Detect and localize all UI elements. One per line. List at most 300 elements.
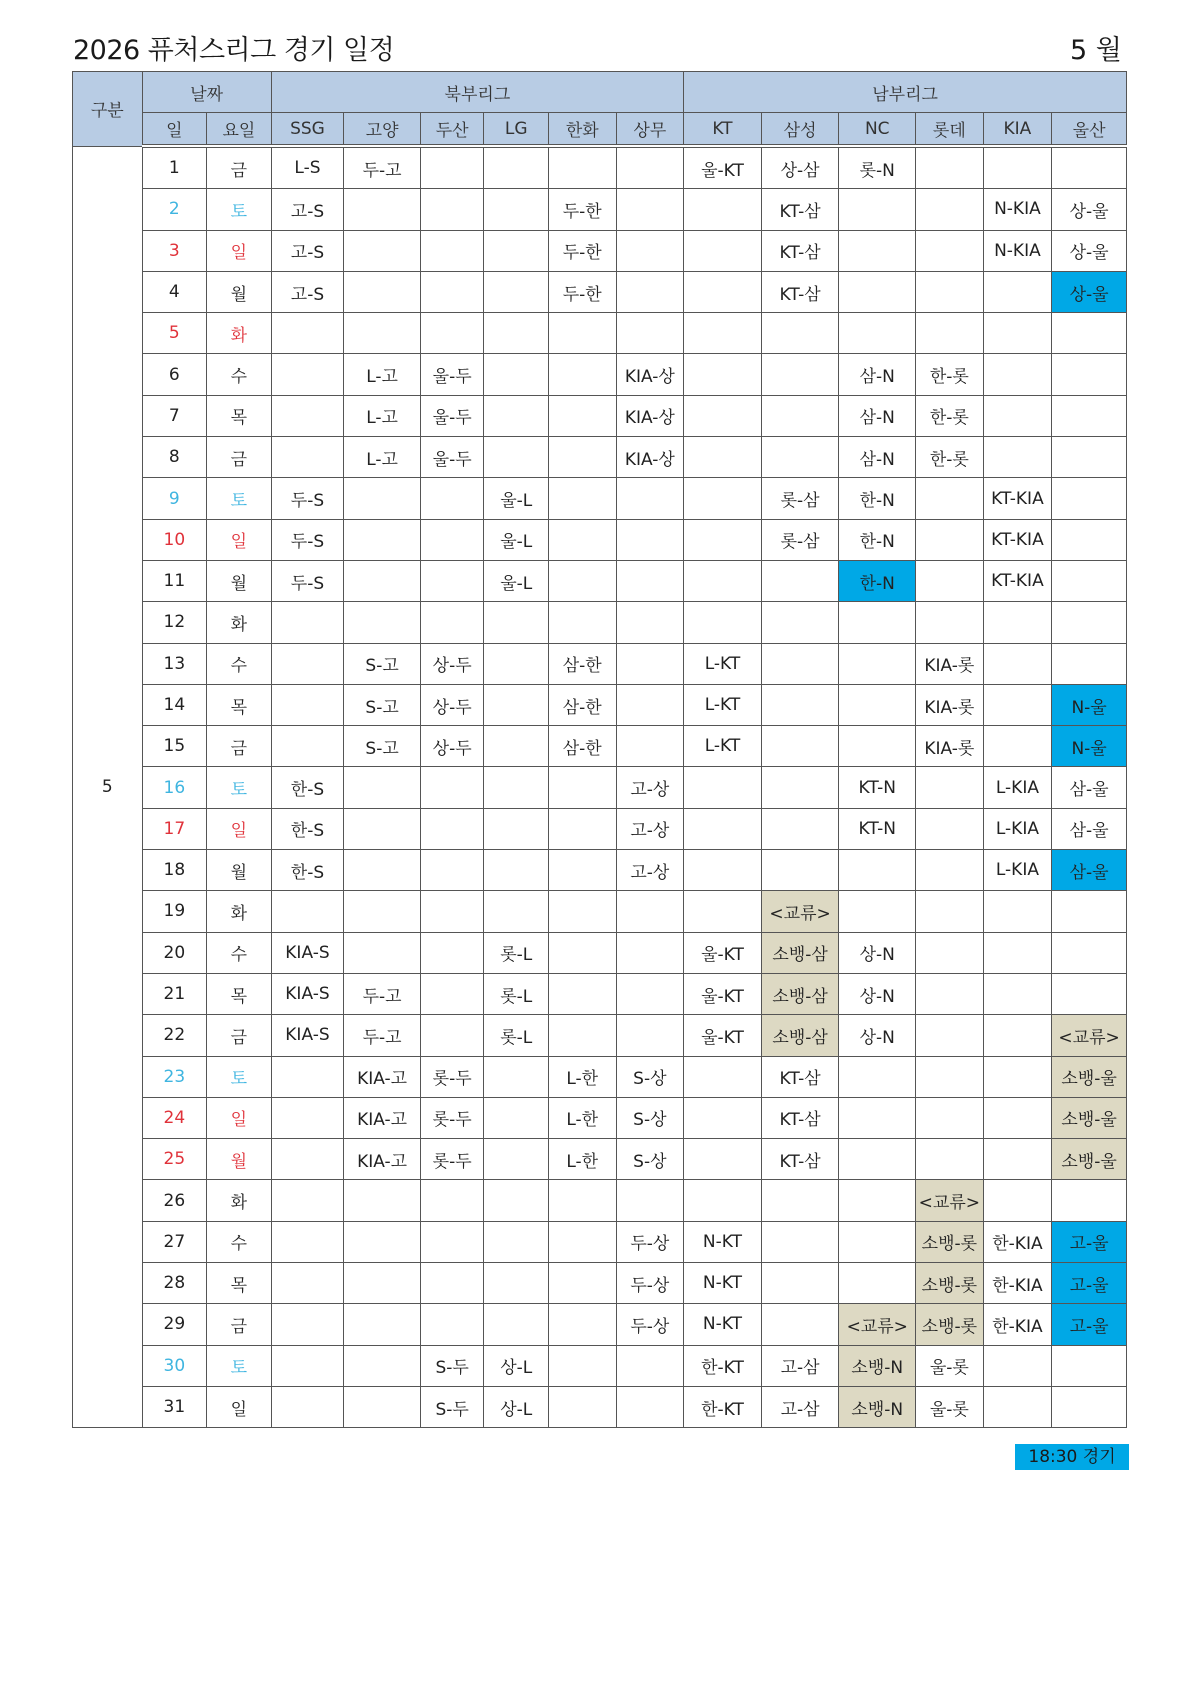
game-cell: S-고 bbox=[344, 643, 421, 684]
table-row bbox=[73, 560, 1127, 601]
game-cell: 소뱅-울 bbox=[1052, 1097, 1127, 1138]
game-cell: <교류> bbox=[916, 1180, 984, 1221]
game-cell: N-울 bbox=[1052, 684, 1127, 725]
game-cell bbox=[344, 1180, 421, 1221]
game-cell: 롯-L bbox=[484, 1015, 549, 1056]
game-cell bbox=[344, 1263, 421, 1304]
game-cell bbox=[916, 560, 984, 601]
table-row bbox=[73, 726, 1127, 767]
game-cell bbox=[839, 850, 916, 891]
game-cell bbox=[761, 808, 839, 849]
weekday-cell: 금 bbox=[207, 1015, 272, 1056]
game-cell bbox=[271, 1304, 344, 1345]
game-cell: KT-KIA bbox=[983, 519, 1052, 560]
day-cell: 6 bbox=[142, 354, 207, 395]
header-team-kia: KIA bbox=[983, 113, 1052, 147]
game-cell bbox=[916, 271, 984, 312]
game-cell bbox=[420, 602, 484, 643]
weekday-cell: 금 bbox=[207, 437, 272, 478]
weekday-cell: 월 bbox=[207, 1139, 272, 1180]
game-cell: 한-KIA bbox=[983, 1263, 1052, 1304]
game-cell bbox=[484, 850, 549, 891]
game-cell bbox=[548, 932, 616, 973]
game-cell bbox=[484, 1221, 549, 1262]
game-cell bbox=[420, 1304, 484, 1345]
game-cell bbox=[484, 1180, 549, 1221]
game-cell: 한-롯 bbox=[916, 437, 984, 478]
weekday-cell: 토 bbox=[207, 478, 272, 519]
game-cell bbox=[983, 1056, 1052, 1097]
game-cell: 고-울 bbox=[1052, 1263, 1127, 1304]
game-cell bbox=[548, 1345, 616, 1386]
game-cell: 소뱅-롯 bbox=[916, 1221, 984, 1262]
game-cell: KT-KIA bbox=[983, 560, 1052, 601]
header-weekday: 요일 bbox=[207, 113, 272, 147]
game-cell bbox=[616, 478, 684, 519]
game-cell bbox=[916, 189, 984, 230]
game-cell bbox=[1052, 891, 1127, 932]
game-cell bbox=[420, 230, 484, 271]
game-cell bbox=[271, 1221, 344, 1262]
day-cell: 14 bbox=[142, 684, 207, 725]
game-cell bbox=[983, 354, 1052, 395]
game-cell bbox=[484, 684, 549, 725]
header-date-group: 날짜 bbox=[142, 72, 271, 113]
game-cell: 상-N bbox=[839, 973, 916, 1014]
game-cell bbox=[344, 1221, 421, 1262]
header-team-goyang: 고양 bbox=[344, 113, 421, 147]
game-cell bbox=[1052, 602, 1127, 643]
game-cell: 한-롯 bbox=[916, 354, 984, 395]
day-cell: 11 bbox=[142, 560, 207, 601]
game-cell bbox=[344, 519, 421, 560]
game-cell bbox=[684, 354, 762, 395]
weekday-cell: 목 bbox=[207, 395, 272, 436]
weekday-cell: 금 bbox=[207, 146, 272, 189]
game-cell: KIA-S bbox=[271, 1015, 344, 1056]
game-cell bbox=[616, 932, 684, 973]
game-cell bbox=[684, 560, 762, 601]
header-team-lotte: 롯데 bbox=[916, 113, 984, 147]
weekday-cell: 화 bbox=[207, 313, 272, 354]
game-cell: KIA-롯 bbox=[916, 643, 984, 684]
game-cell bbox=[271, 395, 344, 436]
game-cell: KT-N bbox=[839, 808, 916, 849]
table-row bbox=[73, 1139, 1127, 1180]
table-row bbox=[73, 189, 1127, 230]
game-cell: 두-상 bbox=[616, 1221, 684, 1262]
game-cell bbox=[916, 1097, 984, 1138]
game-cell bbox=[839, 1097, 916, 1138]
game-cell bbox=[916, 313, 984, 354]
table-row bbox=[73, 230, 1127, 271]
weekday-cell: 월 bbox=[207, 850, 272, 891]
game-cell bbox=[983, 146, 1052, 189]
header-team-samsung: 삼성 bbox=[761, 113, 839, 147]
game-cell bbox=[839, 684, 916, 725]
game-cell: S-두 bbox=[420, 1345, 484, 1386]
game-cell: <교류> bbox=[839, 1304, 916, 1345]
game-cell bbox=[548, 1221, 616, 1262]
header-team-doosan: 두산 bbox=[420, 113, 484, 147]
game-cell: KIA-고 bbox=[344, 1139, 421, 1180]
game-cell bbox=[548, 1180, 616, 1221]
game-cell bbox=[271, 1180, 344, 1221]
table-row bbox=[73, 271, 1127, 312]
day-cell: 27 bbox=[142, 1221, 207, 1262]
day-cell: 25 bbox=[142, 1139, 207, 1180]
weekday-cell: 목 bbox=[207, 973, 272, 1014]
game-cell bbox=[271, 602, 344, 643]
game-cell: KIA-상 bbox=[616, 437, 684, 478]
game-cell: 고-S bbox=[271, 230, 344, 271]
game-cell bbox=[1052, 354, 1127, 395]
game-cell: L-한 bbox=[548, 1056, 616, 1097]
game-cell bbox=[344, 602, 421, 643]
game-cell: KIA-롯 bbox=[916, 726, 984, 767]
game-cell: 울-롯 bbox=[916, 1386, 984, 1427]
game-cell bbox=[983, 437, 1052, 478]
game-cell bbox=[1052, 932, 1127, 973]
game-cell bbox=[344, 1345, 421, 1386]
game-cell: 상-L bbox=[484, 1386, 549, 1427]
game-cell bbox=[344, 478, 421, 519]
game-cell bbox=[548, 1015, 616, 1056]
game-cell: <교류> bbox=[1052, 1015, 1127, 1056]
day-cell: 15 bbox=[142, 726, 207, 767]
game-cell: 울-KT bbox=[684, 973, 762, 1014]
table-row bbox=[73, 1304, 1127, 1345]
game-cell: 롯-삼 bbox=[761, 519, 839, 560]
weekday-cell: 금 bbox=[207, 1304, 272, 1345]
game-cell bbox=[983, 271, 1052, 312]
game-cell bbox=[420, 932, 484, 973]
game-cell bbox=[548, 146, 616, 189]
game-cell bbox=[684, 1056, 762, 1097]
table-row bbox=[73, 354, 1127, 395]
game-cell: 고-삼 bbox=[761, 1386, 839, 1427]
game-cell bbox=[684, 313, 762, 354]
header-team-kt: KT bbox=[684, 113, 762, 147]
game-cell bbox=[484, 726, 549, 767]
game-cell bbox=[420, 1015, 484, 1056]
game-cell: 한-S bbox=[271, 767, 344, 808]
game-cell bbox=[684, 808, 762, 849]
game-cell bbox=[761, 1221, 839, 1262]
table-row bbox=[73, 850, 1127, 891]
game-cell bbox=[684, 271, 762, 312]
game-cell: 삼-울 bbox=[1052, 850, 1127, 891]
weekday-cell: 일 bbox=[207, 808, 272, 849]
game-cell bbox=[916, 850, 984, 891]
day-cell: 23 bbox=[142, 1056, 207, 1097]
game-cell bbox=[761, 354, 839, 395]
game-cell bbox=[616, 519, 684, 560]
header-team-sangmu: 상무 bbox=[616, 113, 684, 147]
game-cell: 상-두 bbox=[420, 684, 484, 725]
game-cell bbox=[344, 560, 421, 601]
game-cell bbox=[548, 1386, 616, 1427]
game-cell: KT-KIA bbox=[983, 478, 1052, 519]
game-cell bbox=[1052, 395, 1127, 436]
day-cell: 24 bbox=[142, 1097, 207, 1138]
game-cell bbox=[616, 560, 684, 601]
game-cell bbox=[1052, 146, 1127, 189]
game-cell bbox=[983, 1139, 1052, 1180]
game-cell bbox=[484, 230, 549, 271]
game-cell: N-울 bbox=[1052, 726, 1127, 767]
game-cell: 울-두 bbox=[420, 354, 484, 395]
game-cell bbox=[761, 767, 839, 808]
game-cell bbox=[420, 1180, 484, 1221]
game-cell bbox=[548, 891, 616, 932]
game-cell: 상-두 bbox=[420, 726, 484, 767]
game-cell bbox=[839, 313, 916, 354]
game-cell: 두-S bbox=[271, 560, 344, 601]
day-cell: 31 bbox=[142, 1386, 207, 1427]
game-cell bbox=[420, 478, 484, 519]
game-cell: 소뱅-N bbox=[839, 1386, 916, 1427]
game-cell bbox=[548, 850, 616, 891]
game-cell bbox=[484, 146, 549, 189]
game-cell bbox=[684, 189, 762, 230]
game-cell bbox=[761, 684, 839, 725]
game-cell bbox=[420, 1221, 484, 1262]
game-cell bbox=[684, 891, 762, 932]
game-cell bbox=[983, 395, 1052, 436]
game-cell bbox=[761, 1263, 839, 1304]
game-cell bbox=[983, 932, 1052, 973]
day-cell: 18 bbox=[142, 850, 207, 891]
game-cell bbox=[271, 684, 344, 725]
game-cell bbox=[684, 850, 762, 891]
game-cell bbox=[916, 1015, 984, 1056]
game-cell bbox=[1052, 313, 1127, 354]
day-cell: 19 bbox=[142, 891, 207, 932]
schedule-table bbox=[72, 71, 1127, 1428]
game-cell bbox=[616, 1015, 684, 1056]
game-cell bbox=[1052, 560, 1127, 601]
table-row bbox=[73, 437, 1127, 478]
game-cell bbox=[616, 230, 684, 271]
table-row bbox=[73, 1345, 1127, 1386]
game-cell: L-KT bbox=[684, 643, 762, 684]
game-cell: 삼-N bbox=[839, 354, 916, 395]
game-cell bbox=[983, 1386, 1052, 1427]
game-cell bbox=[344, 1386, 421, 1427]
game-cell: KIA-상 bbox=[616, 395, 684, 436]
header-north-league: 북부리그 bbox=[271, 72, 683, 113]
game-cell bbox=[271, 891, 344, 932]
game-cell: KIA-롯 bbox=[916, 684, 984, 725]
table-row bbox=[73, 146, 1127, 189]
game-cell: 울-KT bbox=[684, 1015, 762, 1056]
game-cell: 고-울 bbox=[1052, 1304, 1127, 1345]
game-cell bbox=[484, 189, 549, 230]
game-cell bbox=[761, 602, 839, 643]
game-cell: KT-삼 bbox=[761, 230, 839, 271]
day-cell: 1 bbox=[142, 146, 207, 189]
game-cell: 롯-L bbox=[484, 932, 549, 973]
game-cell: N-KT bbox=[684, 1304, 762, 1345]
weekday-cell: 화 bbox=[207, 891, 272, 932]
game-cell bbox=[420, 189, 484, 230]
game-cell bbox=[684, 519, 762, 560]
day-cell: 2 bbox=[142, 189, 207, 230]
game-cell bbox=[916, 1056, 984, 1097]
weekday-cell: 수 bbox=[207, 932, 272, 973]
game-cell bbox=[616, 602, 684, 643]
game-cell: 고-S bbox=[271, 271, 344, 312]
table-row bbox=[73, 1221, 1127, 1262]
game-cell bbox=[916, 932, 984, 973]
game-cell bbox=[1052, 437, 1127, 478]
game-cell bbox=[484, 354, 549, 395]
game-cell: 소뱅-삼 bbox=[761, 1015, 839, 1056]
day-cell: 28 bbox=[142, 1263, 207, 1304]
game-cell bbox=[839, 1056, 916, 1097]
game-cell bbox=[761, 1180, 839, 1221]
game-cell: 울-L bbox=[484, 560, 549, 601]
game-cell bbox=[684, 1180, 762, 1221]
game-cell bbox=[761, 850, 839, 891]
game-cell: 소뱅-삼 bbox=[761, 932, 839, 973]
game-cell bbox=[1052, 519, 1127, 560]
game-cell: L-고 bbox=[344, 395, 421, 436]
game-cell bbox=[761, 395, 839, 436]
table-row bbox=[73, 643, 1127, 684]
game-cell bbox=[548, 519, 616, 560]
header-gubun: 구분 bbox=[73, 72, 143, 147]
game-cell: 울-L bbox=[484, 519, 549, 560]
game-cell: 두-S bbox=[271, 519, 344, 560]
game-cell bbox=[484, 1304, 549, 1345]
day-cell: 10 bbox=[142, 519, 207, 560]
game-cell bbox=[271, 1263, 344, 1304]
table-row bbox=[73, 1180, 1127, 1221]
game-cell bbox=[616, 643, 684, 684]
table-row bbox=[73, 519, 1127, 560]
game-cell bbox=[839, 1139, 916, 1180]
game-cell: 상-울 bbox=[1052, 230, 1127, 271]
game-cell: L-고 bbox=[344, 437, 421, 478]
game-cell: 고-S bbox=[271, 189, 344, 230]
game-cell bbox=[684, 478, 762, 519]
header-team-ulsan: 울산 bbox=[1052, 113, 1127, 147]
game-cell bbox=[916, 973, 984, 1014]
game-cell: N-KT bbox=[684, 1221, 762, 1262]
header-south-league: 남부리그 bbox=[684, 72, 1127, 113]
table-row bbox=[73, 1386, 1127, 1427]
game-cell: 롯-두 bbox=[420, 1056, 484, 1097]
game-cell: L-한 bbox=[548, 1139, 616, 1180]
game-cell bbox=[484, 395, 549, 436]
weekday-cell: 토 bbox=[207, 189, 272, 230]
game-cell: 한-KT bbox=[684, 1386, 762, 1427]
game-cell bbox=[916, 808, 984, 849]
game-cell bbox=[684, 602, 762, 643]
header-team-lg: LG bbox=[484, 113, 549, 147]
day-cell: 26 bbox=[142, 1180, 207, 1221]
game-cell bbox=[271, 1056, 344, 1097]
game-cell bbox=[983, 973, 1052, 1014]
day-cell: 9 bbox=[142, 478, 207, 519]
weekday-cell: 화 bbox=[207, 602, 272, 643]
game-cell: KIA-S bbox=[271, 932, 344, 973]
game-cell bbox=[548, 560, 616, 601]
day-cell: 12 bbox=[142, 602, 207, 643]
game-cell: N-KT bbox=[684, 1263, 762, 1304]
game-cell bbox=[548, 437, 616, 478]
game-cell bbox=[761, 1304, 839, 1345]
game-cell: 삼-한 bbox=[548, 643, 616, 684]
game-cell: 울-L bbox=[484, 478, 549, 519]
game-cell bbox=[484, 808, 549, 849]
table-row bbox=[73, 891, 1127, 932]
game-cell: 소뱅-울 bbox=[1052, 1056, 1127, 1097]
game-cell bbox=[761, 313, 839, 354]
game-cell bbox=[344, 1304, 421, 1345]
game-cell: KT-삼 bbox=[761, 1056, 839, 1097]
game-cell bbox=[484, 643, 549, 684]
day-cell: 8 bbox=[142, 437, 207, 478]
game-cell: 한-S bbox=[271, 850, 344, 891]
header-team-hanwha: 한화 bbox=[548, 113, 616, 147]
game-cell bbox=[916, 146, 984, 189]
game-cell bbox=[1052, 1386, 1127, 1427]
game-cell: L-KT bbox=[684, 684, 762, 725]
game-cell: L-KIA bbox=[983, 808, 1052, 849]
game-cell: 한-N bbox=[839, 478, 916, 519]
game-cell: 두-한 bbox=[548, 230, 616, 271]
day-cell: 20 bbox=[142, 932, 207, 973]
game-cell bbox=[616, 1386, 684, 1427]
game-cell bbox=[839, 189, 916, 230]
game-cell: 삼-N bbox=[839, 395, 916, 436]
game-cell: KIA-S bbox=[271, 973, 344, 1014]
game-cell bbox=[344, 230, 421, 271]
game-cell: 한-KIA bbox=[983, 1304, 1052, 1345]
header-day: 일 bbox=[142, 113, 207, 147]
weekday-cell: 화 bbox=[207, 1180, 272, 1221]
table-row bbox=[73, 808, 1127, 849]
game-cell bbox=[420, 973, 484, 1014]
game-cell bbox=[420, 313, 484, 354]
game-cell bbox=[420, 519, 484, 560]
game-cell bbox=[548, 973, 616, 1014]
game-cell: KIA-고 bbox=[344, 1097, 421, 1138]
game-cell: 삼-N bbox=[839, 437, 916, 478]
table-row bbox=[73, 395, 1127, 436]
gubun-month-cell: 5 bbox=[73, 146, 143, 1428]
game-cell bbox=[420, 560, 484, 601]
game-cell: 삼-한 bbox=[548, 726, 616, 767]
game-cell bbox=[420, 146, 484, 189]
game-cell: 소뱅-N bbox=[839, 1345, 916, 1386]
game-cell bbox=[548, 1304, 616, 1345]
game-cell bbox=[1052, 1345, 1127, 1386]
day-cell: 5 bbox=[142, 313, 207, 354]
game-cell: 두-한 bbox=[548, 271, 616, 312]
game-cell bbox=[983, 313, 1052, 354]
schedule-body bbox=[73, 146, 1127, 1428]
table-row bbox=[73, 1056, 1127, 1097]
game-cell: 울-롯 bbox=[916, 1345, 984, 1386]
legend-1830-game: 18:30 경기 bbox=[1015, 1444, 1129, 1470]
game-cell: 두-고 bbox=[344, 146, 421, 189]
game-cell: KT-N bbox=[839, 767, 916, 808]
weekday-cell: 월 bbox=[207, 560, 272, 601]
